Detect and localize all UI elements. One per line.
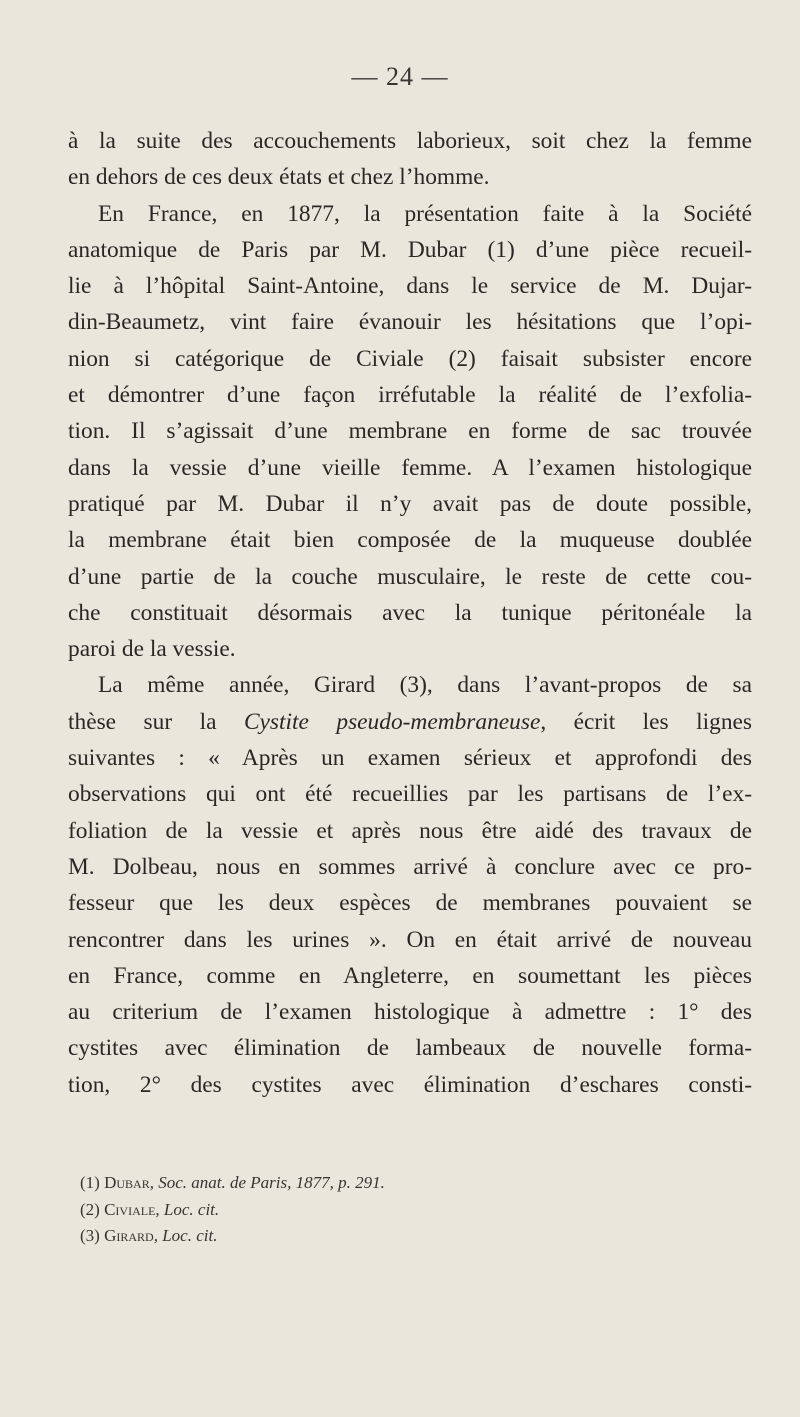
text-line: observations qui ont été recueillies par les partisans de l’ex- bbox=[68, 781, 752, 808]
text-line: rencontrer dans les urines ». On en était arrivé de nouveau bbox=[68, 926, 752, 953]
paragraph-3 bbox=[68, 667, 752, 1103]
footnote-author: Civiale bbox=[104, 1199, 156, 1219]
footnote-number: (3) bbox=[80, 1226, 100, 1245]
text-line: din-Beaumetz, vint faire évanouir les hésitations que l’opi- bbox=[68, 309, 752, 336]
footnote-text: , Soc. anat. de Paris, 1877, p. 291. bbox=[149, 1173, 385, 1192]
footnote-1 bbox=[68, 1170, 752, 1197]
text-line: cystites avec élimination de lambeaux de nouvelle forma- bbox=[68, 1035, 752, 1062]
page-number: — 24 — bbox=[351, 62, 449, 91]
footnote-3 bbox=[68, 1223, 752, 1250]
text-segment: , écrit les lignes bbox=[540, 708, 752, 735]
text-segment: thèse sur la bbox=[68, 708, 244, 735]
text-line: En France, en 1877, la présentation faite à la Société bbox=[98, 200, 752, 227]
text-line: lie à l’hôpital Saint-Antoine, dans le service de M. Dujar- bbox=[68, 273, 752, 300]
footnote-text: , Loc. cit. bbox=[155, 1199, 220, 1219]
text-line: dans la vessie d’une vieille femme. A l’examen histologique bbox=[68, 454, 752, 481]
footnote-number: (1) bbox=[80, 1173, 100, 1192]
footnote-2 bbox=[68, 1197, 752, 1224]
text-line: fesseur que les deux espèces de membranes pouvaient se bbox=[68, 890, 752, 917]
text-line: tion, 2° des cystites avec élimination d’eschares consti- bbox=[68, 1071, 752, 1098]
text-line: au criterium de l’examen histologique à admettre : 1° des bbox=[68, 999, 752, 1026]
text-line: suivantes : « Après un examen sérieux et approfondi des bbox=[68, 745, 752, 772]
text-line: d’une partie de la couche musculaire, le reste de cette cou- bbox=[68, 563, 752, 590]
text-line bbox=[68, 704, 752, 740]
text-line: en dehors de ces deux états et chez l’homme. bbox=[68, 164, 490, 191]
text-line: M. Dolbeau, nous en sommes arrivé à conclure avec ce pro- bbox=[68, 853, 752, 880]
text-line: à la suite des accouchements laborieux, soit chez la femme bbox=[68, 128, 752, 154]
thesis-title: Cystite pseudo-membraneuse bbox=[243, 708, 541, 735]
footnote-author: Dubar bbox=[104, 1173, 150, 1192]
footnote-text: , Loc. cit. bbox=[153, 1226, 218, 1245]
text-line: pratiqué par M. Dubar il n’y avait pas de doute possible, bbox=[68, 490, 752, 517]
paragraph-1 bbox=[68, 123, 752, 196]
text-line: anatomique de Paris par M. Dubar (1) d’une pièce recueil- bbox=[68, 236, 752, 263]
text-line: paroi de la vessie. bbox=[68, 636, 236, 663]
text-line: tion. Il s’agissait d’une membrane en forme de sac trouvée bbox=[68, 418, 752, 445]
text-line: La même année, Girard (3), dans l’avant-propos de sa bbox=[98, 672, 752, 699]
text-line: en France, comme en Angleterre, en soumettant les pièces bbox=[68, 962, 752, 989]
footnote-author: Girard bbox=[104, 1226, 154, 1245]
text-line: et démontrer d’une façon irréfutable la réalité de l’exfolia- bbox=[68, 382, 752, 409]
text-line: nion si catégorique de Civiale (2) faisait subsister encore bbox=[68, 345, 752, 372]
footnote-number: (2) bbox=[80, 1199, 100, 1219]
text-line: la membrane était bien composée de la muqueuse doublée bbox=[68, 527, 752, 554]
text-line: foliation de la vessie et après nous être aidé des travaux de bbox=[68, 817, 752, 844]
body-text bbox=[68, 123, 752, 1103]
footnotes bbox=[68, 1170, 752, 1250]
paragraph-2 bbox=[68, 196, 752, 668]
text-line: che constituait désormais avec la tunique péritonéale la bbox=[68, 599, 752, 626]
